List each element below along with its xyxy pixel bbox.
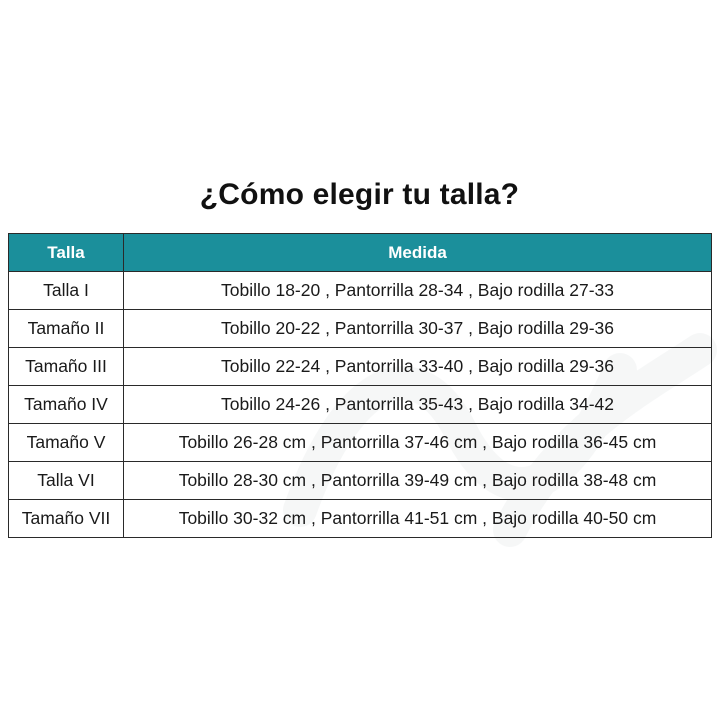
size-cell: Tamaño VII bbox=[9, 500, 124, 538]
measure-cell: Tobillo 30-32 cm , Pantorrilla 41-51 cm , Bajo rodilla 40-50 cm bbox=[124, 500, 712, 538]
page-title: ¿Cómo elegir tu talla? bbox=[199, 178, 520, 211]
size-cell: Tamaño III bbox=[9, 348, 124, 386]
table-row bbox=[9, 386, 712, 424]
size-cell: Tamaño V bbox=[9, 424, 124, 462]
size-cell: Talla VI bbox=[9, 462, 124, 500]
table-row bbox=[9, 272, 712, 310]
measure-cell: Tobillo 22-24 , Pantorrilla 33-40 , Bajo rodilla 29-36 bbox=[124, 348, 712, 386]
size-cell: Tamaño II bbox=[9, 310, 124, 348]
size-table bbox=[8, 233, 712, 538]
table-row bbox=[9, 348, 712, 386]
table-row bbox=[9, 310, 712, 348]
table-header-row bbox=[9, 234, 712, 272]
table-row bbox=[9, 500, 712, 538]
measure-cell: Tobillo 28-30 cm , Pantorrilla 39-49 cm , Bajo rodilla 38-48 cm bbox=[124, 462, 712, 500]
table-row bbox=[9, 462, 712, 500]
column-header-measure: Medida bbox=[124, 234, 712, 272]
column-header-size: Talla bbox=[9, 234, 124, 272]
measure-cell: Tobillo 18-20 , Pantorrilla 28-34 , Bajo rodilla 27-33 bbox=[124, 272, 712, 310]
size-cell: Talla I bbox=[9, 272, 124, 310]
table-row bbox=[9, 424, 712, 462]
measure-cell: Tobillo 20-22 , Pantorrilla 30-37 , Bajo rodilla 29-36 bbox=[124, 310, 712, 348]
measure-cell: Tobillo 24-26 , Pantorrilla 35-43 , Bajo rodilla 34-42 bbox=[124, 386, 712, 424]
measure-cell: Tobillo 26-28 cm , Pantorrilla 37-46 cm , Bajo rodilla 36-45 cm bbox=[124, 424, 712, 462]
size-cell: Tamaño IV bbox=[9, 386, 124, 424]
